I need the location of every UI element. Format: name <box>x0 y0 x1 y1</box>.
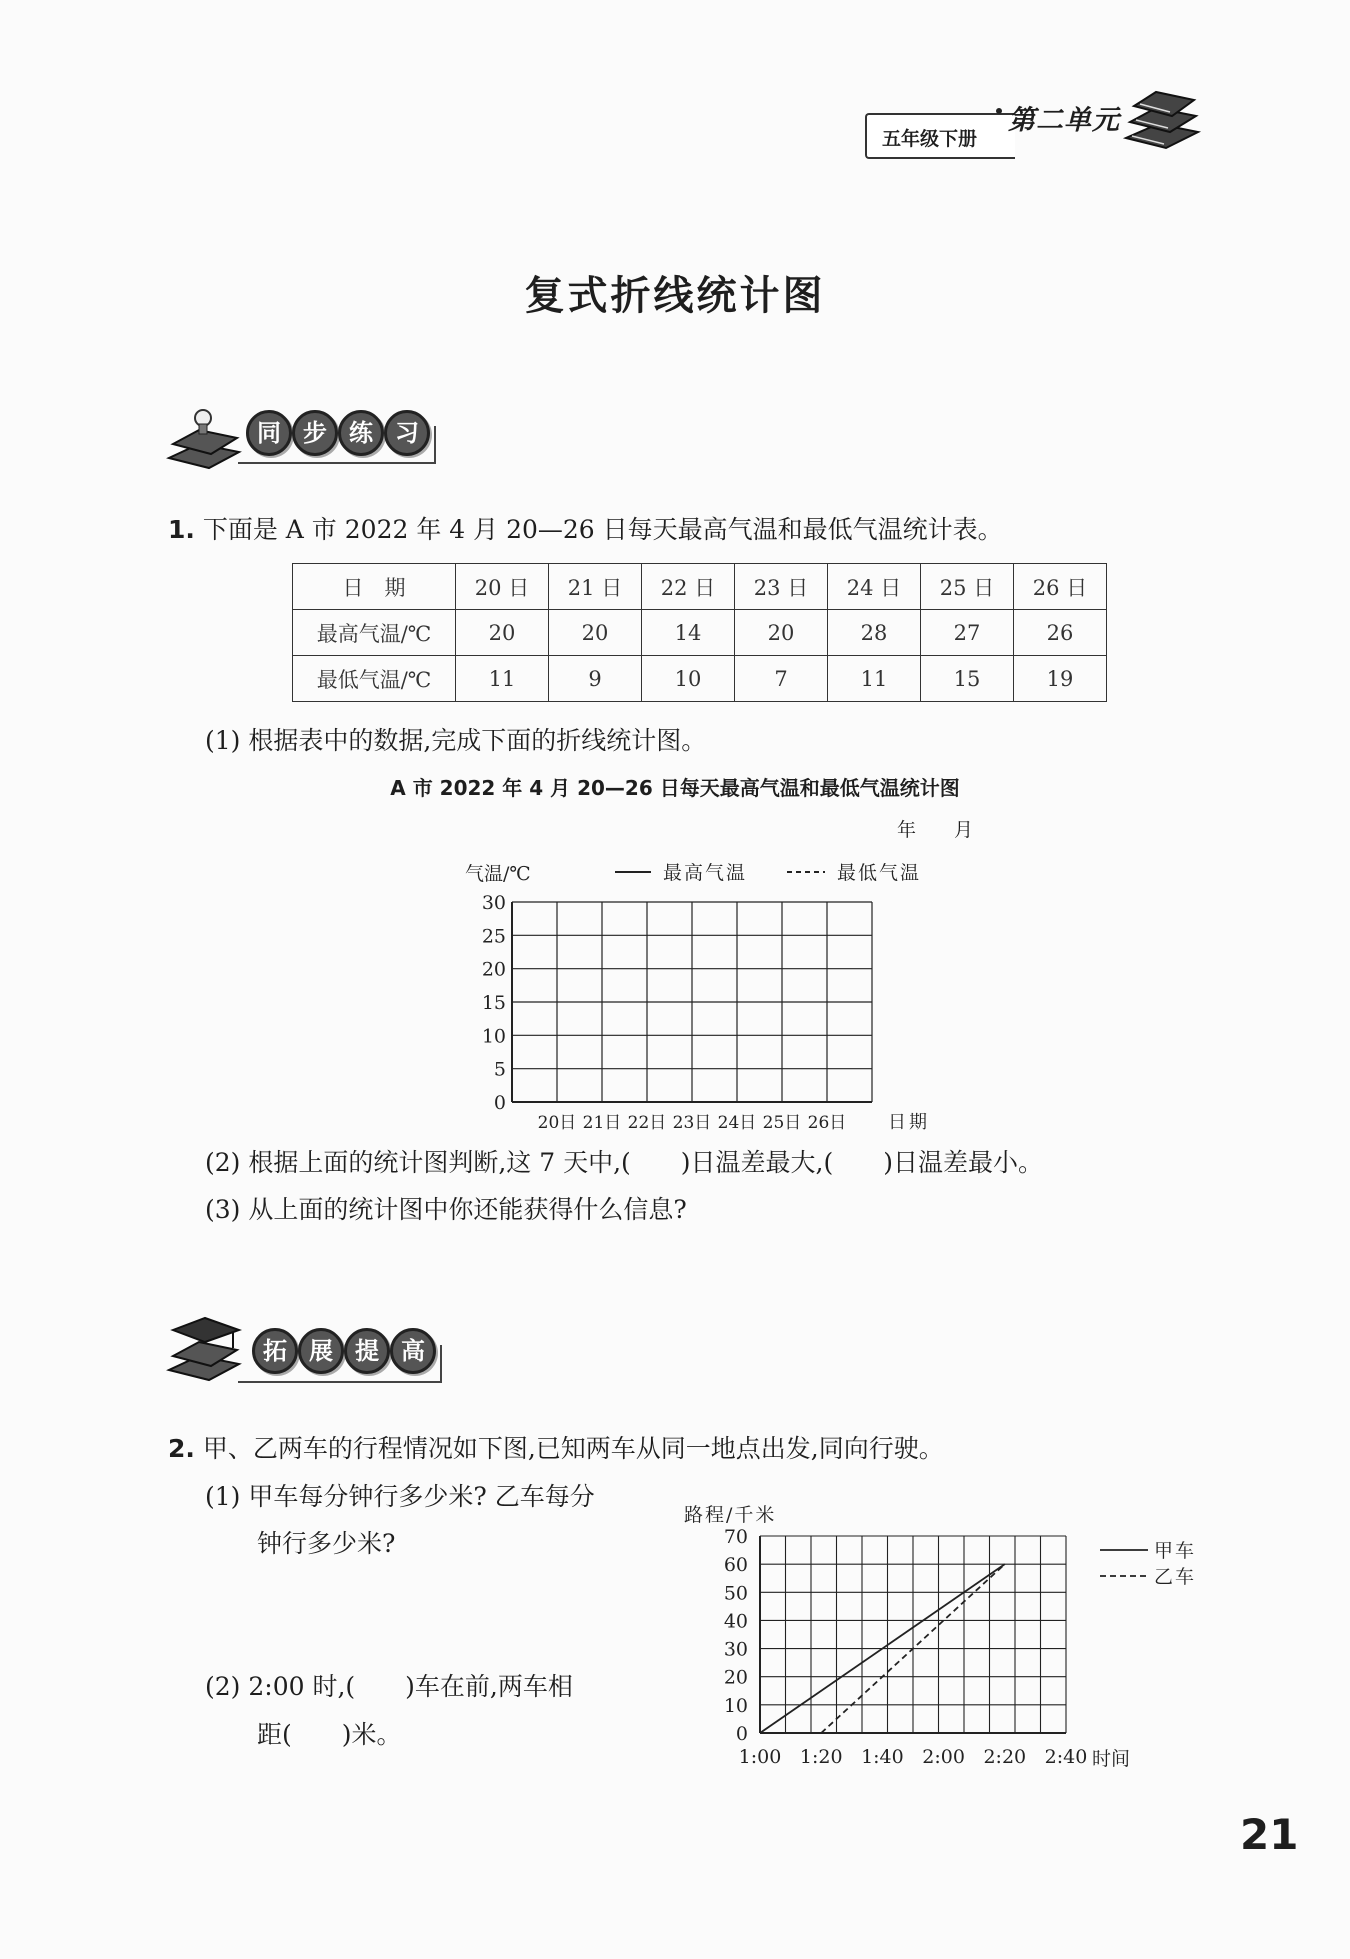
table-cell: 15 <box>921 656 1014 702</box>
table-cell: 19 <box>1014 656 1107 702</box>
question-text: 下面是 A 市 2022 年 4 月 20—26 日每天最高气温和最低气温统计表。 <box>202 515 1003 544</box>
x-tick-label: 22日 <box>627 1113 667 1132</box>
x-axis-label: 日期 <box>888 1112 930 1132</box>
graduation-cap-icon <box>163 1310 243 1390</box>
temperature-chart <box>455 852 975 1132</box>
x-tick-label: 1:00 <box>738 1746 782 1768</box>
table-header-cell: 21 日 <box>549 564 642 610</box>
table-cell: 7 <box>735 656 828 702</box>
y-tick-label: 10 <box>723 1694 748 1717</box>
table-row <box>293 656 1107 702</box>
x-tick-label: 2:00 <box>922 1746 965 1768</box>
x-tick-label: 20日 <box>537 1113 577 1132</box>
question-1 <box>168 513 1003 547</box>
question-2 <box>168 1432 944 1466</box>
q2-sub1-line1: (1) 甲车每分钟行多少米? 乙车每分 <box>205 1482 595 1511</box>
legend-label: 乙车 <box>1154 1566 1197 1588</box>
x-tick-label: 25日 <box>762 1113 802 1132</box>
table-cell: 10 <box>642 656 735 702</box>
y-tick-label: 25 <box>481 925 506 948</box>
unit-label: 第二单元 <box>1008 105 1120 136</box>
table-cell: 26 <box>1014 610 1107 656</box>
table-cell: 28 <box>828 610 921 656</box>
section-char: 练 <box>338 410 384 456</box>
table-cell: 27 <box>921 610 1014 656</box>
section-char: 拓 <box>252 1328 298 1374</box>
table-cell: 20 <box>735 610 828 656</box>
q2-sub2-line2: 距( )米。 <box>257 1720 402 1749</box>
table-cell: 9 <box>549 656 642 702</box>
table-header-cell: 23 日 <box>735 564 828 610</box>
x-tick-label: 2:40 <box>1044 1746 1088 1768</box>
legend-label: 甲车 <box>1154 1540 1197 1562</box>
y-tick-label: 30 <box>481 892 506 914</box>
table-cell: 11 <box>828 656 921 702</box>
y-tick-label: 20 <box>723 1666 748 1689</box>
x-tick-label: 26日 <box>807 1113 847 1132</box>
q1-sub2: (2) 根据上面的统计图判断,这 7 天中,( )日温差最大,( )日温差最小。 <box>205 1148 1044 1177</box>
x-tick-label: 24日 <box>717 1113 757 1132</box>
y-tick-label: 40 <box>723 1610 748 1633</box>
x-tick-label: 1:20 <box>799 1746 843 1768</box>
section-char: 步 <box>292 410 338 456</box>
y-tick-label: 70 <box>723 1526 748 1548</box>
y-axis-label: 路程/千米 <box>684 1504 777 1526</box>
q1-sub1: (1) 根据表中的数据,完成下面的折线统计图。 <box>205 726 707 755</box>
section-char: 展 <box>298 1328 344 1374</box>
temperature-table <box>292 563 1107 702</box>
q2-sub2-line1: (2) 2:00 时,( )车在前,两车相 <box>205 1672 573 1701</box>
y-tick-label: 0 <box>735 1723 748 1745</box>
q2-sub1-line2: 钟行多少米? <box>257 1529 396 1558</box>
question-number: 2. <box>168 1434 195 1463</box>
table-header-row <box>293 564 1107 610</box>
page-number: 21 <box>1240 1810 1299 1859</box>
table-cell: 14 <box>642 610 735 656</box>
y-tick-label: 10 <box>481 1025 506 1048</box>
x-tick-label: 1:40 <box>861 1746 904 1768</box>
legend-label: 最高气温 <box>663 862 748 884</box>
section-char: 高 <box>390 1328 436 1374</box>
question-text: 甲、乙两车的行程情况如下图,已知两车从同一地点出发,同向行驶。 <box>202 1434 944 1463</box>
page-title: 复式折线统计图 <box>524 273 826 319</box>
y-tick-label: 5 <box>493 1058 506 1081</box>
q1-sub3: (3) 从上面的统计图中你还能获得什么信息? <box>205 1195 687 1224</box>
y-tick-label: 20 <box>481 958 506 981</box>
grade-label: 五年级下册 <box>882 128 978 150</box>
x-tick-label: 23日 <box>672 1113 712 1132</box>
y-tick-label: 60 <box>723 1554 748 1577</box>
table-header-cell: 26 日 <box>1014 564 1107 610</box>
y-axis-label: 气温/℃ <box>465 863 531 885</box>
y-tick-label: 0 <box>493 1092 506 1114</box>
table-row-label: 最低气温/℃ <box>293 656 456 702</box>
table-row <box>293 610 1107 656</box>
table-cell: 20 <box>456 610 549 656</box>
table-header-cell: 22 日 <box>642 564 735 610</box>
lamp-books-icon <box>163 400 243 480</box>
distance-chart <box>670 1495 1230 1790</box>
chart-title: A 市 2022 年 4 月 20—26 日每天最高气温和最低气温统计图 <box>390 776 960 800</box>
date-note: 年 月 <box>897 819 974 841</box>
x-axis-label: 时间 <box>1092 1748 1131 1770</box>
books-icon <box>1122 86 1202 158</box>
legend-label: 最低气温 <box>837 862 922 884</box>
table-header-cell: 25 日 <box>921 564 1014 610</box>
y-tick-label: 30 <box>723 1638 748 1661</box>
section-char: 习 <box>384 410 430 456</box>
table-header-cell: 日 期 <box>293 564 456 610</box>
x-tick-label: 2:20 <box>983 1746 1027 1768</box>
bullet-dot <box>996 108 1002 114</box>
table-cell: 11 <box>456 656 549 702</box>
question-number: 1. <box>168 515 195 544</box>
y-tick-label: 15 <box>481 992 506 1014</box>
x-tick-label: 21日 <box>582 1113 622 1132</box>
table-cell: 20 <box>549 610 642 656</box>
section-char: 同 <box>246 410 292 456</box>
table-row-label: 最高气温/℃ <box>293 610 456 656</box>
y-tick-label: 50 <box>723 1582 748 1605</box>
section-char: 提 <box>344 1328 390 1374</box>
table-header-cell: 20 日 <box>456 564 549 610</box>
table-header-cell: 24 日 <box>828 564 921 610</box>
